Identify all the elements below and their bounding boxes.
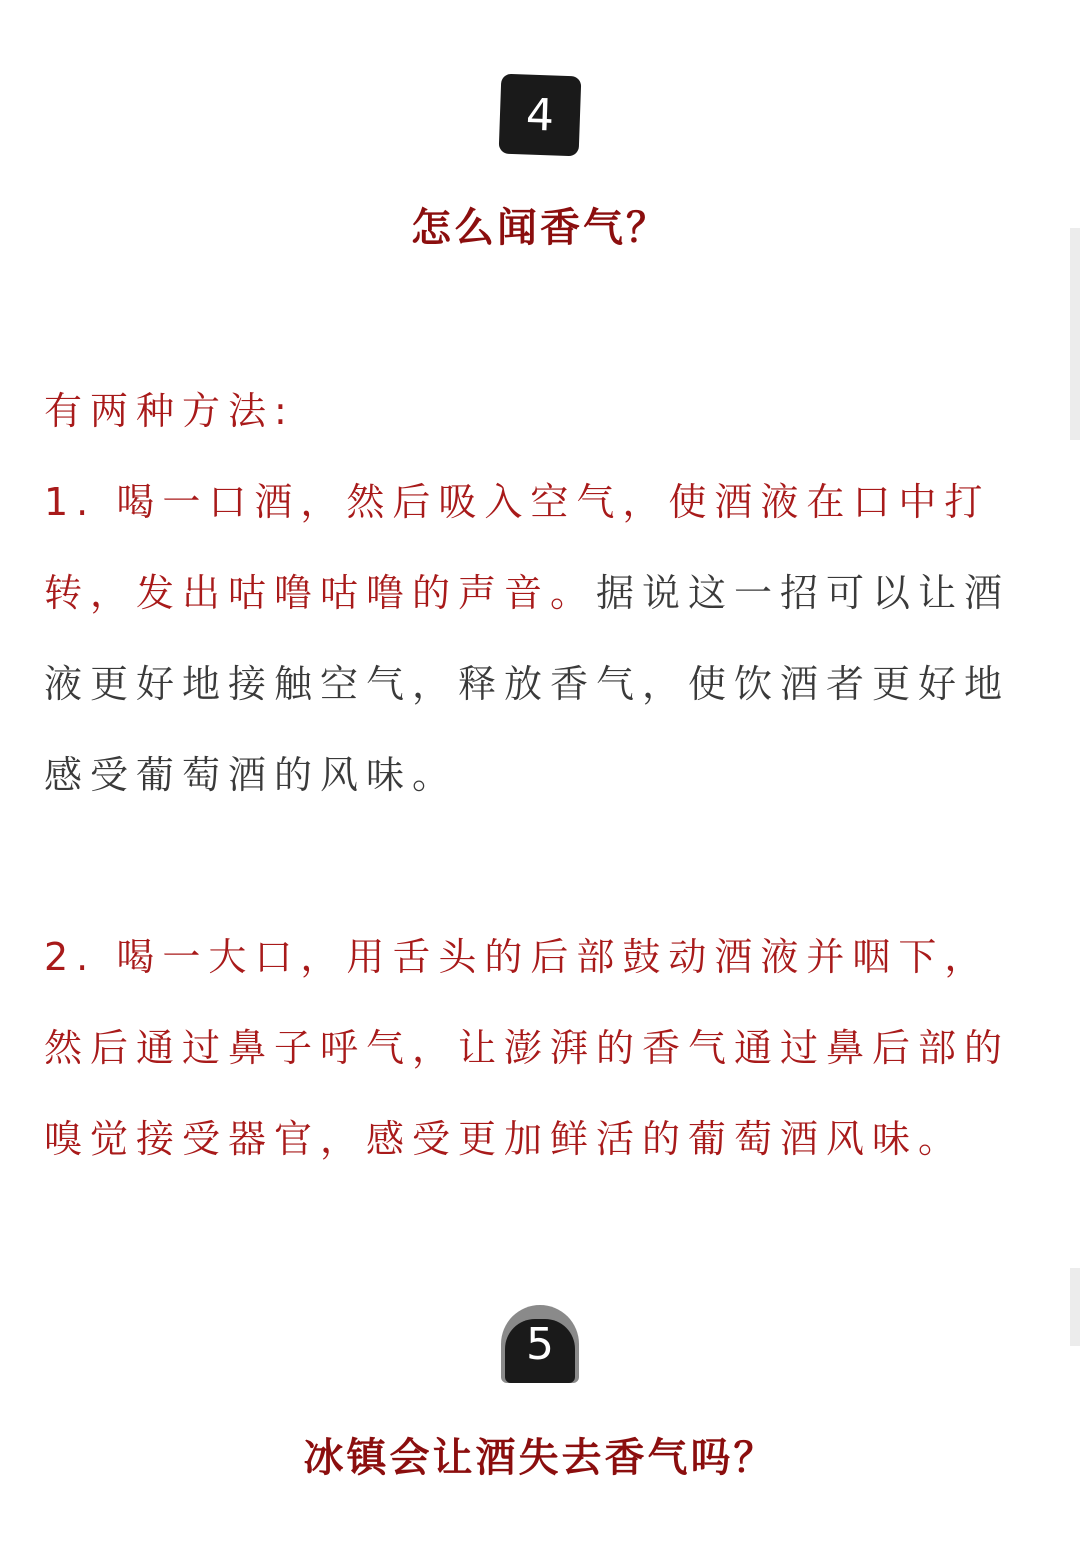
- section-title: 怎么闻香气？: [411, 205, 669, 251]
- method-1-highlight: 1. 喝一口酒，然后吸入空气，使酒液在口中打转，发出咕噜咕噜的声音。: [44, 480, 991, 615]
- section-number: 5: [526, 1318, 554, 1370]
- method-2-paragraph: 2. 喝一大口，用舌头的后部鼓动酒液并咽下，然后通过鼻子呼气，让澎湃的香气通过鼻后部的嗅觉接受器官，感受更加鲜活的葡萄酒风味。: [44, 935, 1011, 1161]
- section-number-badge: [501, 1305, 579, 1383]
- scrollbar-track[interactable]: [1070, 228, 1080, 440]
- intro-text: 有两种方法:: [44, 389, 295, 433]
- section-number-badge: [499, 74, 582, 157]
- method-1-explanation: 据说这一招可以让酒液更好地接触空气，释放香气，使饮酒者更好地感受葡萄酒的风味。: [44, 571, 1011, 797]
- section-title: 冰镇会让酒失去香气吗？: [303, 1435, 777, 1481]
- section-number: 4: [525, 89, 555, 141]
- scrollbar-track[interactable]: [1070, 1268, 1080, 1346]
- method-1-paragraph: [44, 457, 1036, 821]
